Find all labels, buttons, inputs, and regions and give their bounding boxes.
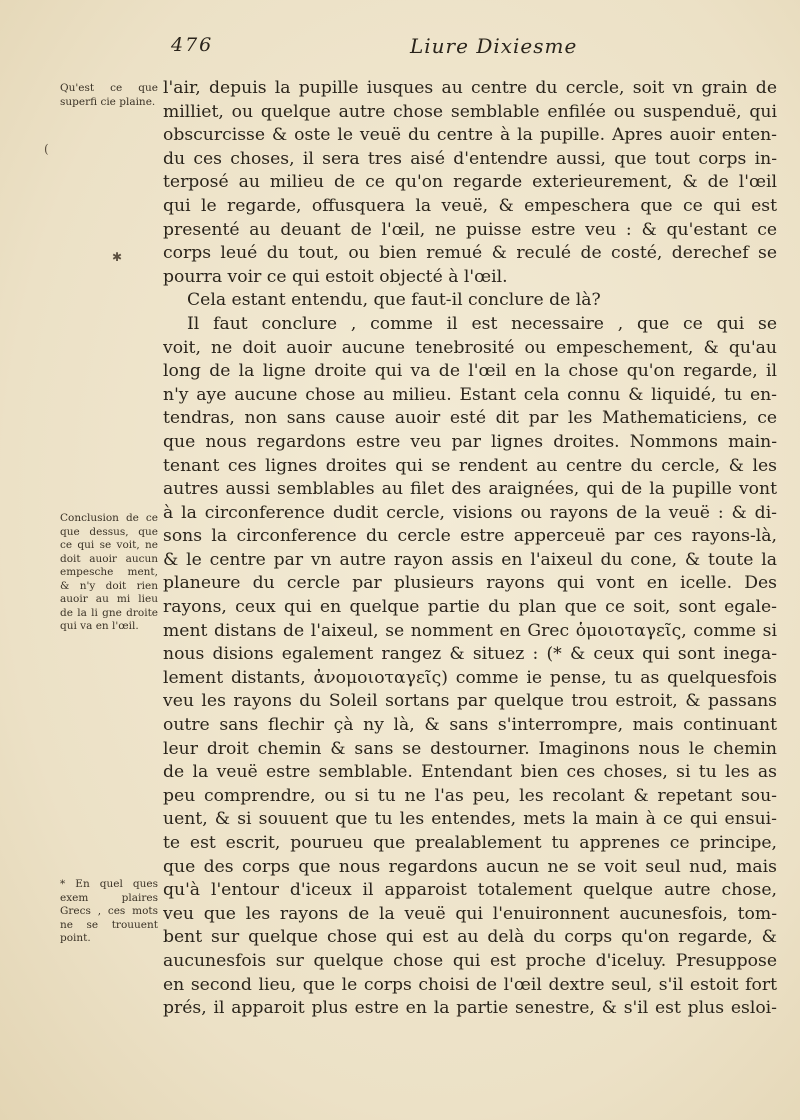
body-line: prés, il apparoit plus estre en la partie senestre, & s'il est plus esloi- xyxy=(163,998,777,1019)
body-line: tenant ces lignes droites qui se rendent au centre du cercle, & les xyxy=(163,455,777,476)
running-head: Liure Dixiesme xyxy=(410,34,578,58)
body-line: qu'à l'entour d'iceux il apparoist totalement quelque autre chose, xyxy=(163,880,777,901)
margin-note: Qu'est ce que superfi cie plaine. xyxy=(60,82,158,108)
body-line: autres aussi semblables au filet des araignées, qui de la pupille vont xyxy=(163,479,777,500)
body-line: que des corps que nous regardons aucun ne se voit seul nud, mais xyxy=(163,856,777,877)
body-line: voit, ne doit auoir aucune tenebrosité ou empeschement, & qu'au xyxy=(163,337,777,358)
body-line: n'y aye aucune chose au milieu. Estant cela connu & liquidé, tu en- xyxy=(163,384,777,405)
body-line: Cela estant entendu, que faut-il conclure de là? xyxy=(187,290,601,311)
margin-note: Conclusion de ce que dessus, que ce qui se voit, ne doit auoir aucun empesche ment, & n'y doit rien auoir au mi lieu de la li gne droite qui va en l'œil. xyxy=(60,512,158,632)
body-line: te est escrit, pourueu que prealablement tu apprenes ce principe, xyxy=(163,833,777,853)
body-line: ment distans de l'aixeul, se nomment en Grec ὁμοιοταγεῖς, comme si xyxy=(163,620,777,641)
body-line: nous disions egalement rangez & situez : (* & ceux qui sont inega- xyxy=(163,644,777,665)
body-line: long de la ligne droite qui va de l'œil en la chose qu'on regarde, il xyxy=(163,361,777,382)
body-line: corps leué du tout, ou bien remué & reculé de costé, derechef se xyxy=(163,243,777,264)
page-number: 476 xyxy=(171,34,214,56)
body-line: & le centre par vn autre rayon assis en l'aixeul du cone, & toute la xyxy=(163,549,777,570)
body-line: tendras, non sans cause auoir esté dit par les Mathematiciens, ce xyxy=(163,408,777,429)
body-line: bent sur quelque chose qui est au delà du corps qu'on regarde, & xyxy=(163,927,777,948)
body-line: terposé au milieu de ce qu'on regarde exterieurement, & de l'œil xyxy=(163,172,777,193)
body-line: obscurcisse & oste le veuë du centre à la pupille. Apres auoir enten- xyxy=(163,125,777,146)
body-line: presenté au deuant de l'œil, ne puisse estre veu : & qu'estant ce xyxy=(163,219,777,240)
body-line: du ces choses, il sera tres aisé d'entendre aussi, que tout corps in- xyxy=(163,148,777,169)
body-line: en second lieu, que le corps choisi de l'œil dextre seul, s'il estoit fort xyxy=(163,974,777,995)
body-line: qui le regarde, offusquera la veuë, & empeschera que ce qui est xyxy=(163,195,777,216)
body-line: uent, & si souuent que tu les entendes, mets la main à ce qui ensui- xyxy=(163,809,777,830)
body-line: l'air, depuis la pupille iusques au centre du cercle, soit vn grain de xyxy=(163,78,777,98)
body-line: à la circonference dudit cercle, visions ou rayons de la veuë : & di- xyxy=(163,502,777,523)
body-line: pourra voir ce qui estoit objecté à l'œil. xyxy=(163,266,508,287)
body-line: planeure du cercle par plusieurs rayons qui vont en icelle. Des xyxy=(163,573,777,594)
body-line: aucunesfois sur quelque chose qui est proche d'iceluy. Presuppose xyxy=(163,950,777,971)
body-line: sons la circonference du cercle estre apperceuë par ces rayons-là, xyxy=(163,526,777,547)
margin-stain-mark: ✱ xyxy=(112,250,123,264)
body-line: outre sans flechir çà ny là, & sans s'interrompre, mais continuant xyxy=(163,715,777,736)
body-line: peu comprendre, ou si tu ne l'as peu, les recolant & repetant sou- xyxy=(163,785,777,806)
body-line: lement distants, ἀνομοιοταγεῖς) comme ie pense, tu as quelquesfois xyxy=(163,667,777,688)
body-line: de la veuë estre semblable. Entendant bien ces choses, si tu les as xyxy=(163,762,777,783)
body-line: veu que les rayons de la veuë qui l'enuironnent aucunesfois, tom- xyxy=(163,903,777,924)
body-line: que nous regardons estre veu par lignes droites. Nommons main- xyxy=(163,431,777,452)
body-line: milliet, ou quelque autre chose semblable enfilée ou suspenduë, qui xyxy=(163,101,777,122)
body-line: rayons, ceux qui en quelque partie du plan que ce soit, sont egale- xyxy=(163,597,777,618)
margin-stain-mark: ( xyxy=(44,142,49,156)
body-line: Il faut conclure , comme il est necessaire , que ce qui se xyxy=(187,313,777,334)
body-line: leur droit chemin & sans se destourner. Imaginons nous le chemin xyxy=(163,738,777,759)
margin-note: * En quel ques exem plaires Grecs , ces mots ne se trouuent point. xyxy=(60,878,158,944)
body-text xyxy=(163,77,777,1021)
body-line: veu les rayons du Soleil sortans par quelque trou estroit, & passans xyxy=(163,691,777,712)
